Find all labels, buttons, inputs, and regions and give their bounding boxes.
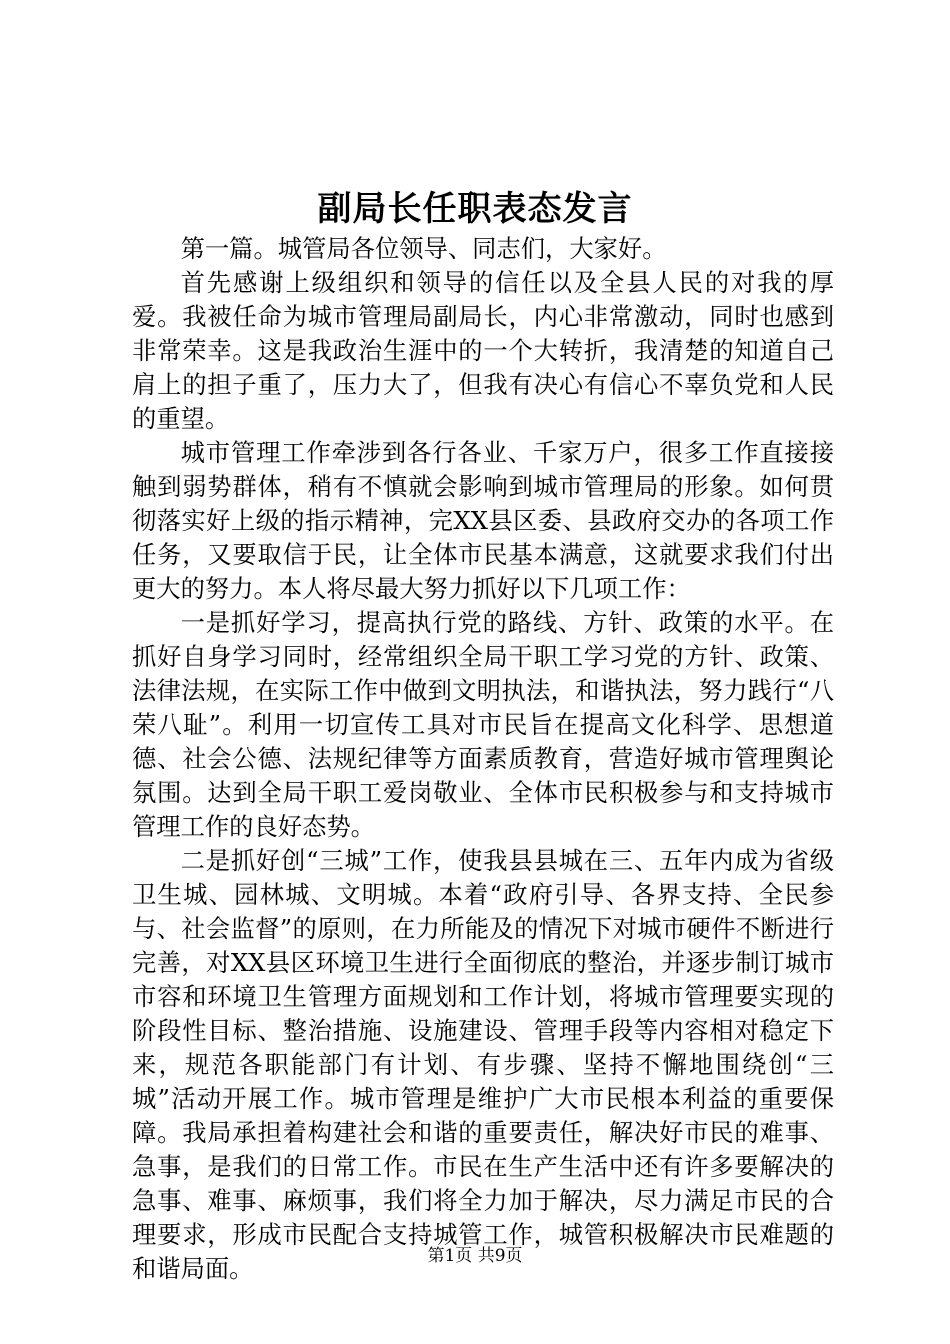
paragraph-2: 首先感谢上级组织和领导的信任以及全县人民的对我的厚爱。我被任命为城市管理局副局长，内心非常激动，同时也感到非常荣幸。这是我政治生涯中的一个大转折，我清楚的知道自己肩上的担子重了，压力大了，但我有决心有信心不辜负党和人民的重望。	[132, 268, 834, 433]
document-body	[132, 232, 834, 1286]
paragraph-5: 二是抓好创“三城”工作，使我县县城在三、五年内成为省级卫生城、园林城、文明城。本着“政府引导、各界支持、全民参与、社会监督”的原则，在力所能及的情况下对城市硬件不断进行完善，对XX县区环境卫生进行全面彻底的整治，并逐步制订城市市容和环境卫生管理方面规划和工作计划，将城市管理要实现的阶段性目标、整治措施、设施建设、管理手段等内容相对稳定下来，规范各职能部门有计划、有步骤、坚持不懈地围绕创“三城”活动开展工作。城市管理是维护广大市民根本利益的重要保障。我局承担着构建社会和谐的重要责任，解决好市民的难事、急事，是我们的日常工作。市民在生产生活中还有许多要解决的急事、难事、麻烦事，我们将全力加于解决，尽力满足市民的合理要求，形成市民配合支持城管工作，城管积极解决市民难题的和谐局面。	[132, 846, 834, 1283]
paragraph-1: 第一篇。城管局各位领导、同志们，大家好。	[180, 234, 667, 263]
paragraph-3: 城市管理工作牵涉到各行各业、千家万户，很多工作直接接触到弱势群体，稍有不慎就会影响到城市管理局的形象。如何贯彻落实好上级的指示精神，完XX县区委、县政府交办的各项工作任务，又要取信于民，让全体市民基本满意，这就要求我们付出更大的努力。本人将尽最大努力抓好以下几项工作：	[132, 438, 834, 603]
page-number-footer: 第1页 共9页	[427, 1246, 523, 1266]
paragraph-4: 一是抓好学习，提高执行党的路线、方针、政策的水平。在抓好自身学习同时，经常组织全局干职工学习党的方针、政策、法律法规，在实际工作中做到文明执法，和谐执法，努力践行“八荣八耻”。利用一切宣传工具对市民旨在提高文化科学、思想道德、社会公德、法规纪律等方面素质教育，营造好城市管理舆论氛围。达到全局干职工爱岗敬业、全体市民积极参与和支持城市管理工作的良好态势。	[132, 608, 834, 841]
document-title: 副局长任职表态发言	[317, 189, 633, 229]
